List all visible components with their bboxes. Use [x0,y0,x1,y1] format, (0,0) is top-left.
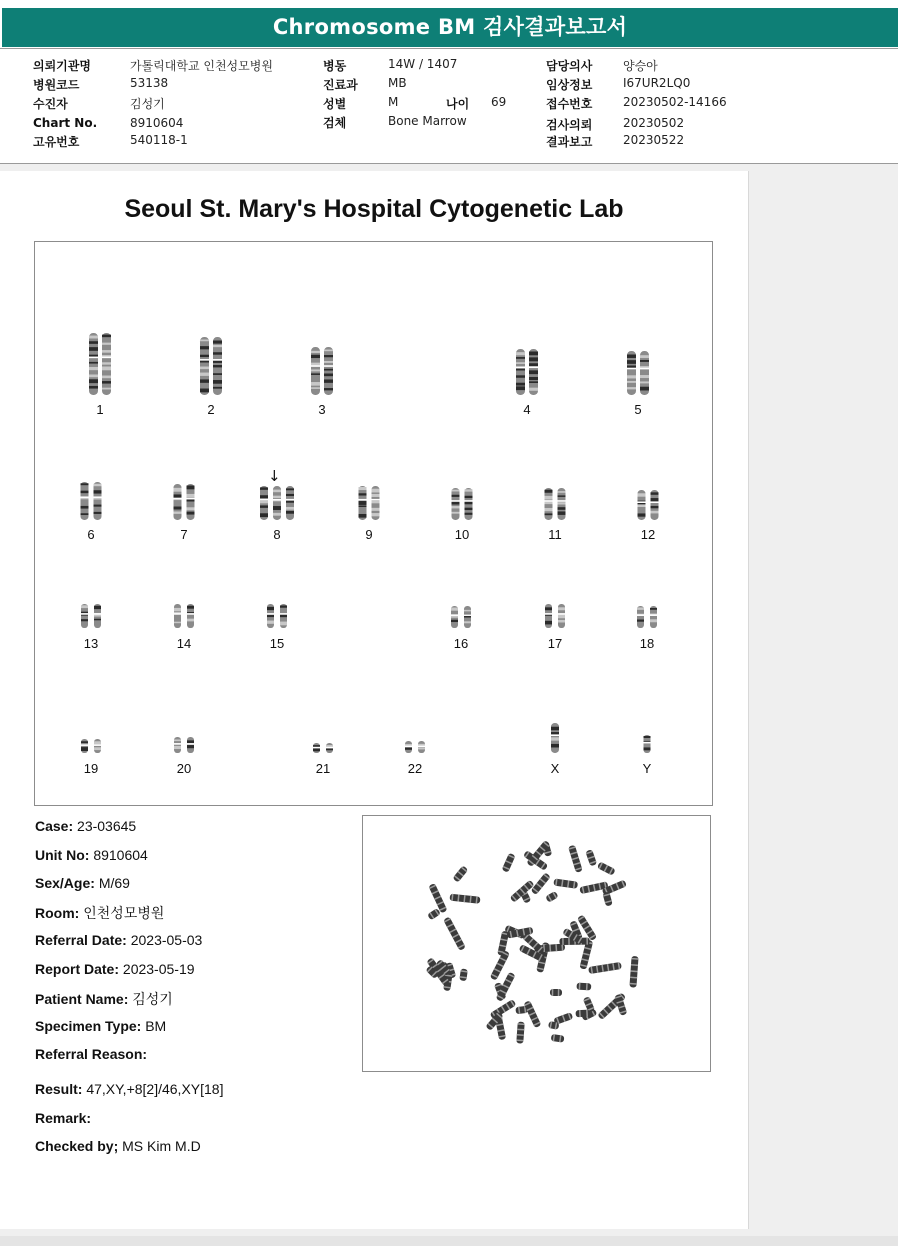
info-value-hospital-code: 53138 [130,76,169,90]
chromosome-3 [292,346,352,418]
chromosome-6 [61,481,121,553]
arrow-down-icon: ↓ [268,467,281,485]
field-patient-name: Patient Name: 김성기 [35,991,173,1007]
chromosome-label: 20 [176,761,192,776]
chromosome-label: 22 [407,761,423,776]
info-label-hospital-code: 병원코드 [33,78,80,92]
info-label-chart-no: Chart No. [33,116,98,130]
field-case: Case: 23-03645 [35,818,137,834]
chromosome-label: 10 [454,527,470,542]
chromosome-8 [247,485,307,557]
chromosome-11 [525,487,585,559]
chromosome-label: 6 [87,527,95,542]
info-value-request-date: 20230502 [623,116,685,130]
info-value-receipt-no: 20230502-14166 [623,95,727,109]
chromosome-label: 2 [207,402,215,417]
metaphase-image [362,815,711,1072]
chromosome-21 [293,742,353,814]
chromosome-1 [70,332,130,417]
field-specimen-type: Specimen Type: BM [35,1018,167,1034]
chromosome-label: 7 [180,527,188,542]
info-top-border [0,48,898,49]
info-label-specimen: 검체 [323,116,347,130]
info-value-institution: 가톨릭대학교 인천성모병원 [130,59,273,73]
chromosome-14 [154,603,214,675]
chromosome-5 [608,350,668,422]
field-room: Room: 인천성모병원 [35,905,165,921]
info-label-patient: 수진자 [33,97,68,111]
metaphase-spread-graphic [363,816,710,1071]
chromosome-label: 1 [96,402,104,417]
field-sex-age: Sex/Age: M/69 [35,875,130,891]
field-remark: Remark: [35,1110,92,1126]
chromosome-15 [247,603,307,675]
info-value-report-date: 20230522 [623,133,685,147]
info-value-ward: 14W / 1407 [388,57,458,71]
info-label-institution: 의뢰기관명 [33,59,91,73]
chromosome-12 [618,489,678,561]
chromosome-label: 16 [453,636,469,651]
chromosome-20 [154,736,214,808]
info-label-report-date: 결과보고 [546,135,593,149]
chromosome-label: 17 [547,636,563,651]
chromosome-label: 15 [269,636,285,651]
chromosome-19 [61,738,121,810]
field-referral-date: Referral Date: 2023-05-03 [35,932,203,948]
info-label-unique-no: 고유번호 [33,135,80,149]
chromosome-7 [154,483,214,555]
field-unit-no: Unit No: 8910604 [35,847,148,863]
info-value-patient: 김성기 [130,97,165,111]
chromosome-label: 14 [176,636,192,651]
report-header-title: Chromosome BM 검사결과보고서 [2,8,898,47]
chromosome-9 [339,485,399,557]
chromosome-13 [61,603,121,675]
info-label-ward: 병동 [323,59,347,73]
info-value-specimen: Bone Marrow [388,114,467,128]
info-label-doctor: 담당의사 [546,59,593,73]
info-value-age: 69 [491,95,507,109]
info-value-unique-no: 540118-1 [130,133,188,147]
field-referral-reason: Referral Reason: [35,1046,148,1062]
chromosome-label: X [550,761,560,776]
chromosome-label: 12 [640,527,656,542]
chromosome-label: 8 [273,527,281,542]
info-label-department: 진료과 [323,78,358,92]
chromosome-16 [431,605,491,677]
chromosome-18 [617,605,677,677]
chromosome-17 [525,603,585,675]
patient-info-panel [0,48,898,164]
info-label-sex: 성별 [323,97,347,111]
info-value-department: MB [388,76,407,90]
field-result: Result: 47,XY,+8[2]/46,XY[18] [35,1081,224,1097]
info-value-chart-no: 8910604 [130,116,184,130]
info-label-receipt-no: 접수번호 [546,97,593,111]
chromosome-label: 3 [318,402,326,417]
info-value-clinical-info: I67UR2LQ0 [623,76,691,90]
page-bottom-strip [0,1236,898,1246]
info-bottom-border [0,163,898,164]
chromosome-label: 18 [639,636,655,651]
chromosome-10 [432,487,492,559]
field-report-date: Report Date: 2023-05-19 [35,961,195,977]
chromosome-4 [497,348,557,420]
chromosome-label: Y [642,761,652,776]
lab-title: Seoul St. Mary's Hospital Cytogenetic Lab [124,195,624,223]
chromosome-label: 13 [83,636,99,651]
info-label-request-date: 검사의뢰 [546,118,593,132]
field-checked-by: Checked by; MS Kim M.D [35,1138,201,1154]
info-label-age: 나이 [446,97,470,111]
chromosome-2 [181,336,241,417]
chromosome-label: 4 [523,402,531,417]
chromosome-label: 5 [634,402,642,417]
chromosome-y [617,734,677,806]
report-page [0,171,749,1229]
info-value-sex: M [388,95,399,109]
chromosome-x [525,722,585,794]
chromosome-22 [385,740,445,812]
chromosome-label: 11 [548,527,562,542]
info-value-doctor: 양승아 [623,59,658,73]
chromosome-label: 21 [315,761,331,776]
chromosome-label: 9 [365,527,373,542]
chromosome-label: 19 [83,761,99,776]
info-label-clinical-info: 임상정보 [546,78,593,92]
karyogram-panel [34,241,713,806]
